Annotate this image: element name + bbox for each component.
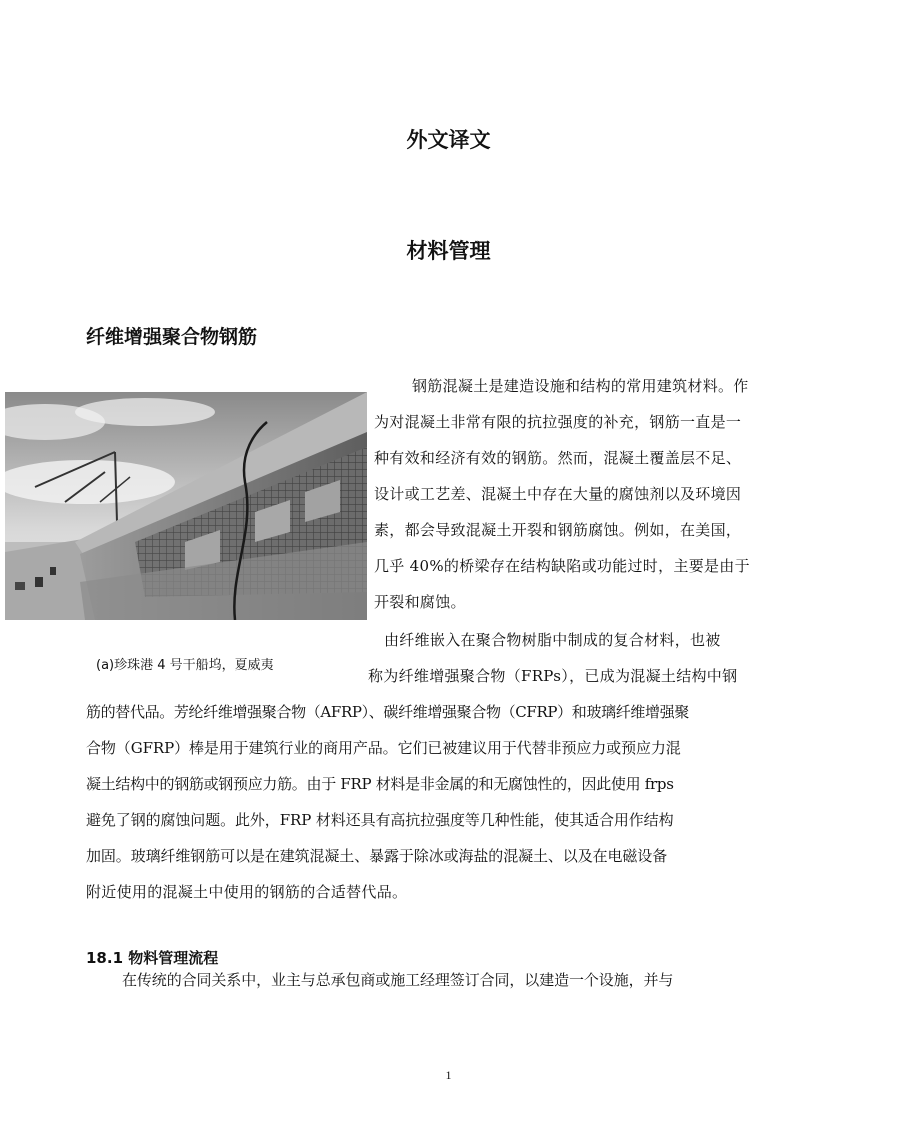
paragraph-2-line-7: 加固。玻璃纤维钢筋可以是在建筑混凝土、暴露于除冰或海盐的混凝土、以及在电磁设备 bbox=[86, 847, 668, 865]
paragraph-1-line-7: 开裂和腐蚀。 bbox=[374, 593, 466, 611]
section-heading: 纤维增强聚合物钢筋 bbox=[86, 326, 258, 348]
paragraph-2-line-8: 附近使用的混凝土中使用的钢筋的合适替代品。 bbox=[86, 883, 408, 901]
document-title: 外文译文 bbox=[406, 128, 491, 152]
paragraph-2-line-1: 由纤维嵌入在聚合物树脂中制成的复合材料，也被 bbox=[384, 631, 721, 649]
paragraph-1-line-1: 钢筋混凝土是建造设施和结构的常用建筑材料。作 bbox=[412, 377, 749, 395]
subsection-heading: 18.1 物料管理流程 bbox=[86, 949, 219, 967]
paragraph-2-line-3: 筋的替代品。芳纶纤维增强聚合物（AFRP）、碳纤维增强聚合物（CFRP）和玻璃纤维增强聚 bbox=[86, 703, 690, 721]
paragraph-1-line-6: 几乎 40%的桥梁存在结构缺陷或功能过时，主要是由于 bbox=[374, 557, 750, 575]
page-number: 1 bbox=[445, 1068, 452, 1082]
figure-caption: (a)珍珠港 4 号干船坞，夏威夷 bbox=[96, 658, 274, 673]
drydock-illustration bbox=[5, 392, 367, 620]
paragraph-1-line-2: 为对混凝土非常有限的抗拉强度的补充，钢筋一直是一 bbox=[374, 413, 742, 431]
drydock-photo bbox=[5, 392, 367, 620]
paragraph-2-line-4: 合物（GFRP）棒是用于建筑行业的商用产品。它们已被建议用于代替非预应力或预应力混 bbox=[86, 739, 681, 757]
paragraph-1-line-5: 素，都会导致混凝土开裂和钢筋腐蚀。例如，在美国， bbox=[374, 521, 742, 539]
paragraph-2-line-6: 避免了钢的腐蚀问题。此外，FRP 材料还具有高抗拉强度等几种性能，使其适合用作结构 bbox=[86, 811, 674, 829]
chapter-title: 材料管理 bbox=[406, 239, 491, 263]
paragraph-1-line-3: 种有效和经济有效的钢筋。然而，混凝土覆盖层不足、 bbox=[374, 449, 742, 467]
paragraph-3-line-1: 在传统的合同关系中，业主与总承包商或施工经理签订合同，以建造一个设施，并与 bbox=[122, 971, 674, 989]
paragraph-2-line-2: 称为纤维增强聚合物（FRPs），已成为混凝土结构中钢 bbox=[368, 667, 738, 685]
paragraph-2-line-5: 凝土结构中的钢筋或钢预应力筋。由于 FRP 材料是非金属的和无腐蚀性的，因此使用 frps bbox=[86, 775, 674, 793]
paragraph-1-line-4: 设计或工艺差、混凝土中存在大量的腐蚀剂以及环境因 bbox=[374, 485, 742, 503]
